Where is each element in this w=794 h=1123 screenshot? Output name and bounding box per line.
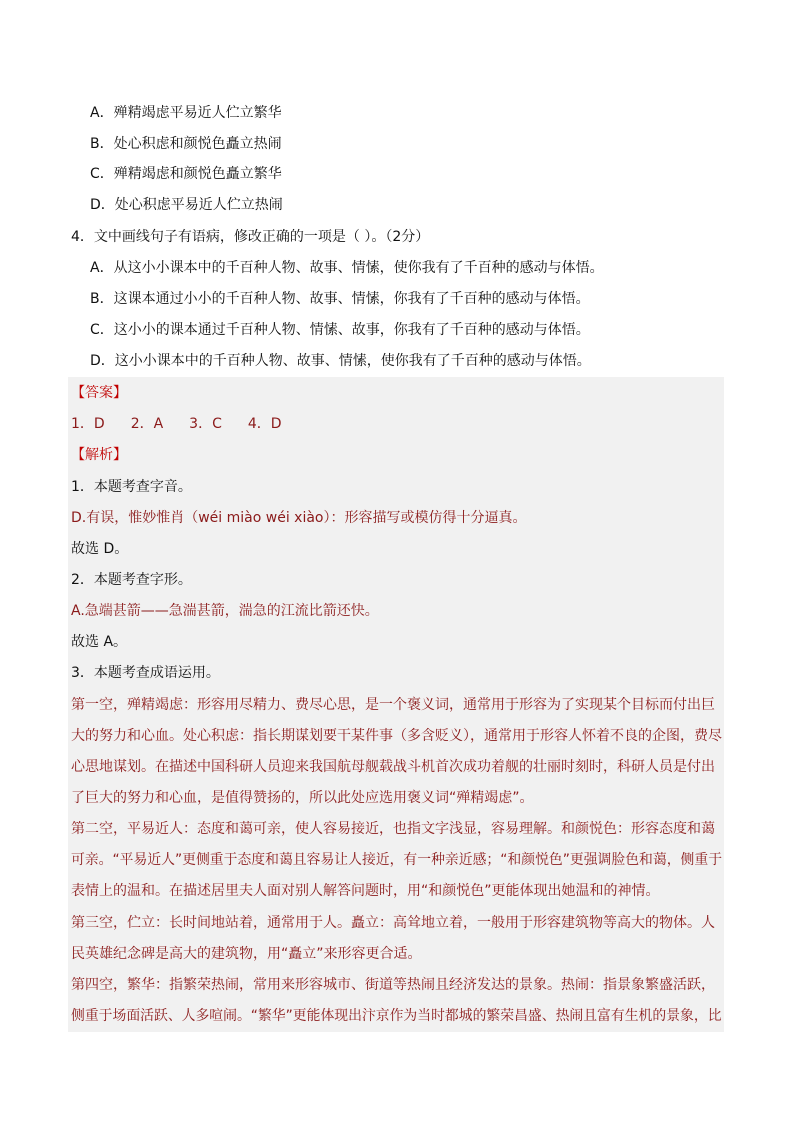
analysis-line: 故选 A。 (71, 634, 128, 650)
option-label: D． (90, 197, 115, 213)
question-option: D．这小小课本中的千百种人物、故事、情愫，使你我有了千百种的感动与体悟。 (90, 353, 591, 369)
answer-item: 4．D (247, 416, 282, 432)
analysis-line: 侧重于场面活跃、人多喧闹。“繁华”更能体现出汴京作为当时都城的繁荣昌盛、热闹且富有生机的景象，比 (71, 1008, 722, 1024)
option-item: 热闹 (253, 136, 282, 152)
analysis-line: D.有误，惟妙惟肖（wéi miào wéi xiào）：形容描写或模仿得十分逼真。 (71, 510, 527, 526)
answer-heading: 【答案】 (71, 385, 127, 401)
answer-item: 1．D (71, 416, 105, 432)
option-row (90, 164, 282, 184)
analysis-line: 1．本题考查字音。 (71, 479, 192, 495)
option-item: 矗立 (225, 136, 254, 152)
option-label: B． (90, 136, 114, 152)
analysis-heading: 【解析】 (71, 447, 127, 463)
option-row (90, 103, 282, 123)
analysis-line: 了巨大的努力和心血，是值得赞扬的，所以此处应选用褒义词“殚精竭虑”。 (71, 790, 534, 806)
option-item: 殚精竭虑 (113, 166, 170, 182)
option-item: 和颜悦色 (169, 166, 226, 182)
analysis-line: A.急端甚箭——急湍甚箭，湍急的江流比箭还快。 (71, 603, 379, 619)
analysis-line: 3．本题考查成语运用。 (71, 665, 220, 681)
option-item: 平易近人 (170, 197, 227, 213)
option-label: C． (90, 166, 114, 182)
option-item: 和颜悦色 (169, 136, 226, 152)
analysis-line: 第一空，殚精竭虑：形容用尽精力、费尽心思，是一个褒义词，通常用于形容为了实现某个目标而付出巨 (71, 697, 715, 713)
answer-item: 3．C (189, 416, 222, 432)
question-stem: 4．文中画线句子有语病，修改正确的一项是（ ）。（2分） (71, 229, 430, 245)
option-item: 处心积虑 (114, 197, 171, 213)
option-item: 伫立 (226, 197, 255, 213)
analysis-line: 第二空，平易近人：态度和蔼可亲，使人容易接近，也指文字浅显，容易理解。和颜悦色：形容态度和蔼 (71, 821, 715, 837)
option-item: 热闹 (254, 197, 283, 213)
analysis-line: 第四空，繁华：指繁荣热闹，常用来形容城市、街道等热闹且经济发达的景象。热闹：指景象繁盛活跃， (71, 977, 715, 993)
option-label: A． (90, 105, 114, 121)
analysis-line: 大的努力和心血。处心积虑：指长期谋划要干某件事（多含贬义），通常用于形容人怀着不良的企图，费尽 (71, 728, 722, 744)
answer-item: 2．A (130, 416, 164, 432)
option-row (90, 134, 282, 154)
option-item: 矗立 (225, 166, 254, 182)
analysis-line: 故选 D。 (71, 541, 129, 557)
question-option: C．这小小的课本通过千百种人物、情愫、故事，你我有了千百种的感动与体悟。 (90, 322, 590, 338)
option-item: 伫立 (225, 105, 254, 121)
analysis-line: 民英雄纪念碑是高大的建筑物，用“矗立”来形容更合适。 (71, 946, 422, 962)
analysis-line: 心思地谋划。在描述中国科研人员迎来我国航母舰载战斗机首次成功着舰的壮丽时刻时，科研人员是付出 (71, 759, 715, 775)
question-option: A．从这小小课本中的千百种人物、故事、情愫，使你我有了千百种的感动与体悟。 (90, 260, 604, 276)
answer-list (71, 414, 282, 434)
option-row (90, 195, 283, 215)
option-item: 殚精竭虑 (113, 105, 170, 121)
question-option: B．这课本通过小小的千百种人物、故事、情愫，你我有了千百种的感动与体悟。 (90, 291, 590, 307)
option-item: 处心积虑 (113, 136, 170, 152)
option-item: 平易近人 (169, 105, 226, 121)
analysis-line: 可亲。“平易近人”更侧重于态度和蔼且容易让人接近，有一种亲近感；“和颜悦色”更强调脸色和蔼，侧重于 (71, 852, 723, 868)
option-item: 繁华 (253, 105, 282, 121)
option-item: 繁华 (253, 166, 282, 182)
analysis-line: 表情上的温和。在描述居里夫人面对别人解答问题时，用“和颜悦色”更能体现出她温和的神情。 (71, 883, 660, 899)
analysis-line: 第三空，伫立：长时间地站着，通常用于人。矗立：高耸地立着，一般用于形容建筑物等高大的物体。人 (71, 915, 715, 931)
analysis-line: 2．本题考查字形。 (71, 572, 192, 588)
